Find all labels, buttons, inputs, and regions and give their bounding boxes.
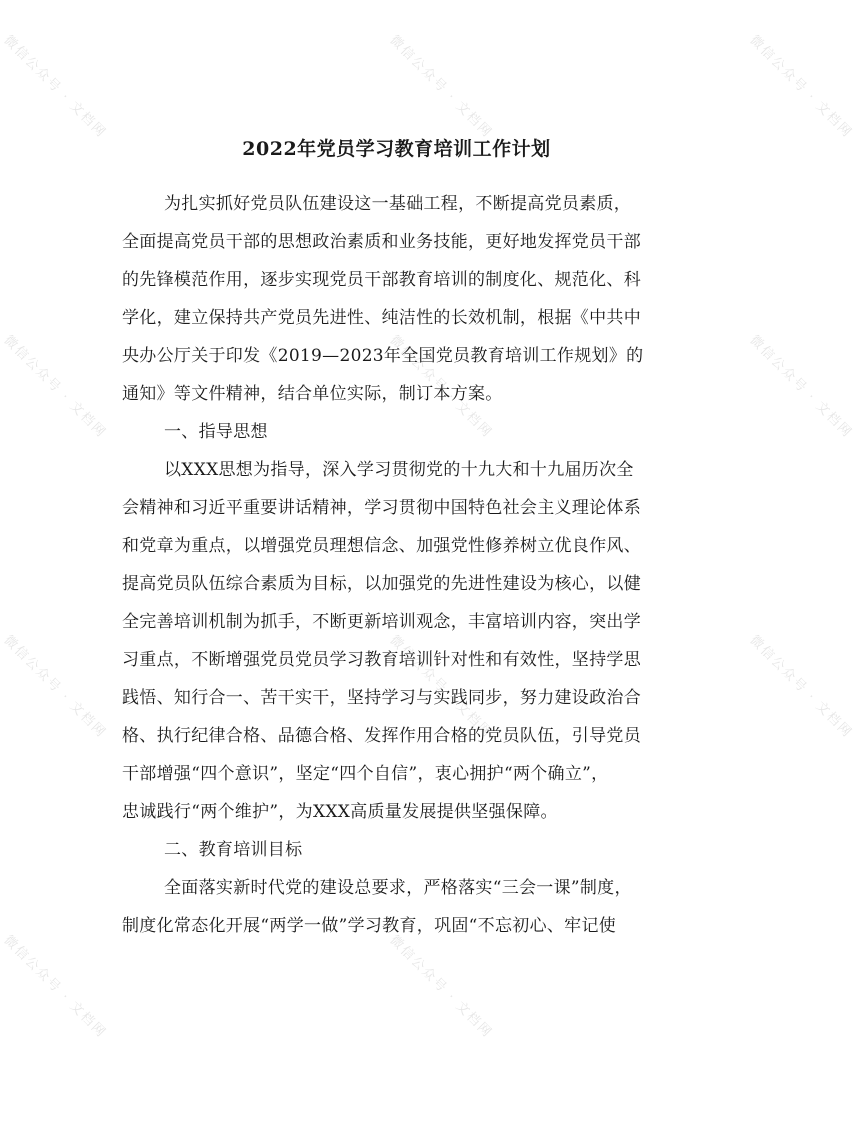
watermark-text: 微信公众号 · 文档网	[0, 32, 110, 142]
watermark-text: 微信公众号 · 文档网	[0, 932, 110, 1042]
body-line: 践悟、知行合一、苦干实干，坚持学习与实践同步，努力建设政治合	[122, 688, 641, 708]
body-line: 为扎实抓好党员队伍建设这一基础工程，不断提高党员素质，	[164, 194, 632, 214]
section-heading: 二、教育培训目标	[164, 840, 303, 860]
watermark-text: 微信公众号 · 文档网	[746, 32, 856, 142]
body-line: 央办公厅关于印发《2019—2023年全国党员教育培训工作规划》的	[122, 346, 644, 366]
body-line: 的先锋模范作用，逐步实现党员干部教育培训的制度化、规范化、科	[122, 270, 641, 290]
body-line: 和党章为重点，以增强党员理想信念、加强党性修养树立优良作风、	[122, 536, 641, 556]
watermark-text: 微信公众号 · 文档网	[386, 632, 496, 742]
body-line: 全完善培训机制为抓手，不断更新培训观念，丰富培训内容，突出学	[122, 612, 641, 632]
watermark-text: 微信公众号 · 文档网	[0, 632, 110, 742]
body-line: 以XXX思想为指导，深入学习贯彻党的十九大和十九届历次全	[164, 460, 634, 480]
body-line: 全面提高党员干部的思想政治素质和业务技能，更好地发挥党员干部	[122, 232, 641, 252]
body-line: 忠诚践行“两个维护”，为XXX高质量发展提供坚强保障。	[122, 802, 558, 822]
body-line: 干部增强“四个意识”，坚定“四个自信”，衷心拥护“两个确立”，	[122, 764, 609, 784]
watermark-text: 微信公众号 · 文档网	[386, 32, 496, 142]
body-line: 学化，建立保持共产党员先进性、纯洁性的长效机制，根据《中共中	[122, 308, 641, 328]
body-line: 格、执行纪律合格、品德合格、发挥作用合格的党员队伍，引导党员	[122, 726, 641, 746]
body-line: 会精神和习近平重要讲话精神，学习贯彻中国特色社会主义理论体系	[122, 498, 641, 518]
watermark-text: 微信公众号 · 文档网	[0, 332, 110, 442]
body-line: 通知》等文件精神，结合单位实际，制订本方案。	[122, 384, 503, 404]
watermark-text: 微信公众号 · 文档网	[386, 932, 496, 1042]
body-line: 习重点，不断增强党员党员学习教育培训针对性和有效性，坚持学思	[122, 650, 641, 670]
watermark-text: 微信公众号 · 文档网	[746, 332, 856, 442]
body-line: 提高党员队伍综合素质为目标，以加强党的先进性建设为核心，以健	[122, 574, 641, 594]
body-line: 全面落实新时代党的建设总要求，严格落实“三会一课”制度，	[164, 878, 632, 898]
body-line: 制度化常态化开展“两学一做”学习教育，巩固“不忘初心、牢记使	[122, 916, 617, 936]
watermark-text: 微信公众号 · 文档网	[746, 632, 856, 742]
watermark-text: 微信公众号 · 文档网	[386, 332, 496, 442]
document-title: 2022年党员学习教育培训工作计划	[242, 138, 551, 160]
section-heading: 一、指导思想	[164, 422, 268, 442]
